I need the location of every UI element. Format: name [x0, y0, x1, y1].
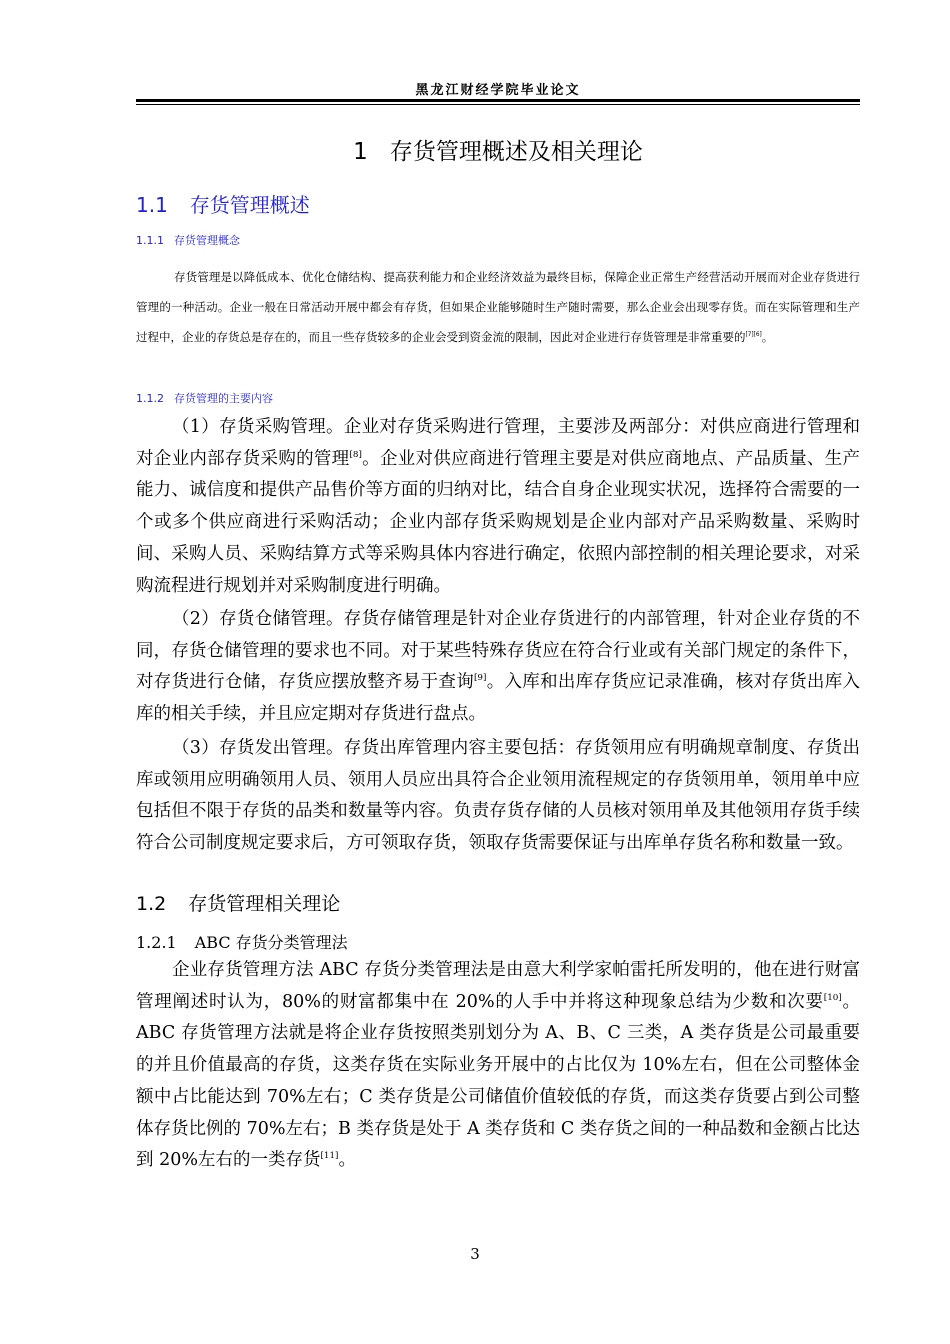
paragraph-text: （1）存货采购管理。企业对存货采购进行管理，主要涉及两部分：对供应商进行管理和对企业内部存货采购的管理	[136, 417, 860, 469]
citation: [7][6]	[745, 332, 762, 339]
subsection-heading-1-1-2	[136, 390, 273, 406]
paragraph-abc-method	[136, 955, 860, 1177]
citation: [9]	[474, 673, 487, 684]
section-heading-1-1	[136, 189, 310, 218]
paragraph-text: 存货管理是以降低成本、优化仓储结构、提高获利能力和企业经济效益为最终目标，保障企业正常生产经营活动开展而对企业存货进行管理的一种活动。企业一般在日常活动开展中都会有存货，但如果企业能够随时生产随时需要，那么企业会出现零存货。而在实际管理和生产过程中，企业的存货总是存在的，而且一些存货较多的企业会受到资金流的限制，因此对企业进行存货管理是非常重要的	[136, 270, 860, 344]
section-title: 存货管理相关理论	[188, 893, 341, 915]
section-number: 1.1	[136, 193, 168, 217]
section-heading-1-2	[136, 889, 340, 916]
paragraph-end: 。	[761, 330, 774, 344]
subsection-title: 存货管理的主要内容	[174, 392, 273, 405]
running-header: 黑龙江财经学院毕业论文	[415, 83, 581, 98]
paragraph-text: 。企业对供应商进行管理主要是对供应商地点、产品质量、生产能力、诚信度和提供产品售价等方面的归纳对比，结合自身企业现实状况，选择符合需要的一个或多个供应商进行采购活动；企业内部存货采购规划是企业内部对产品采购数量、采购时间、采购人员、采购结算方式等采购具体内容进行确定，依照内部控制的相关理论要求，对采购流程进行规划并对采购制度进行明确。	[136, 448, 861, 596]
chapter-number: 1	[353, 139, 368, 165]
header-rule-thin	[136, 104, 860, 105]
subsection-number: 1.1.2	[136, 392, 164, 405]
chapter-title	[136, 133, 860, 166]
subsection-number: 1.1.1	[136, 234, 164, 247]
citation: [10]	[823, 992, 842, 1003]
paragraph-text: （2）存货仓储管理。存货存储管理是针对企业存货进行的内部管理，针对企业存货的不同，存货仓储管理的要求也不同。对于某些特殊存货应在符合行业或有关部门规定的条件下，对存货进行仓储，存货应摆放整齐易于查询	[136, 609, 860, 693]
citation: [8]	[349, 449, 362, 460]
paragraph-end: 。	[338, 1150, 356, 1171]
chapter-title-text: 存货管理概述及相关理论	[389, 139, 643, 165]
subsection-number: 1.2.1	[136, 933, 177, 952]
paragraph-procurement	[136, 412, 860, 602]
subsection-heading-1-2-1	[136, 930, 348, 953]
header-rule-thick	[136, 99, 860, 102]
paragraph-warehousing	[136, 604, 860, 731]
section-number: 1.2	[136, 893, 167, 915]
subsection-title: 存货管理概念	[174, 234, 240, 247]
subsection-title: ABC 存货分类管理法	[194, 933, 348, 952]
citation: [11]	[320, 1151, 339, 1162]
paragraph-text: 企业存货管理方法 ABC 存货分类管理法是由意大利学家帕雷托所发明的，他在进行财富管理阐述时认为，80%的财富都集中在 20%的人手中并将这种现象总结为少数和次要	[136, 960, 860, 1012]
paragraph-inventory-concept	[136, 262, 860, 352]
section-title: 存货管理概述	[189, 193, 310, 217]
paragraph-text: （3）存货发出管理。存货出库管理内容主要包括：存货领用应有明确规章制度、存货出库或领用应明确领用人员、领用人员应出具符合企业领用流程规定的存货领用单，领用单中应包括但不限于存货的品类和数量等内容。负责存货存储的人员核对领用单及其他领用存货手续符合公司制度规定要求后，方可领取存货，领取存货需要保证与出库单存货名称和数量一致。	[136, 738, 860, 854]
paragraph-issuance	[136, 733, 860, 860]
paragraph-text: 。入库和出库存货应记录准确，核对存货出库入库的相关手续，并且应定期对存货进行盘点。	[136, 672, 861, 725]
page-number: 3	[470, 1245, 480, 1263]
paragraph-text: 。ABC 存货管理方法就是将企业存货按照类别划分为 A、B、C 三类，A 类存货是公司最重要的并且价值最高的存货，这类存货在实际业务开展中的占比仅为 10%左右，但在公司整体金额中占比能达到 70%左右；C 类存货是公司储值价值较低的存货，而这类存货要占到公司整体存货比例的 70%左右；B 类存货是处于 A 类存货和 C 类存货之间的一种品数和金额占比达到 20%左右的一类存货	[136, 991, 860, 1171]
subsection-heading-1-1-1	[136, 232, 240, 248]
